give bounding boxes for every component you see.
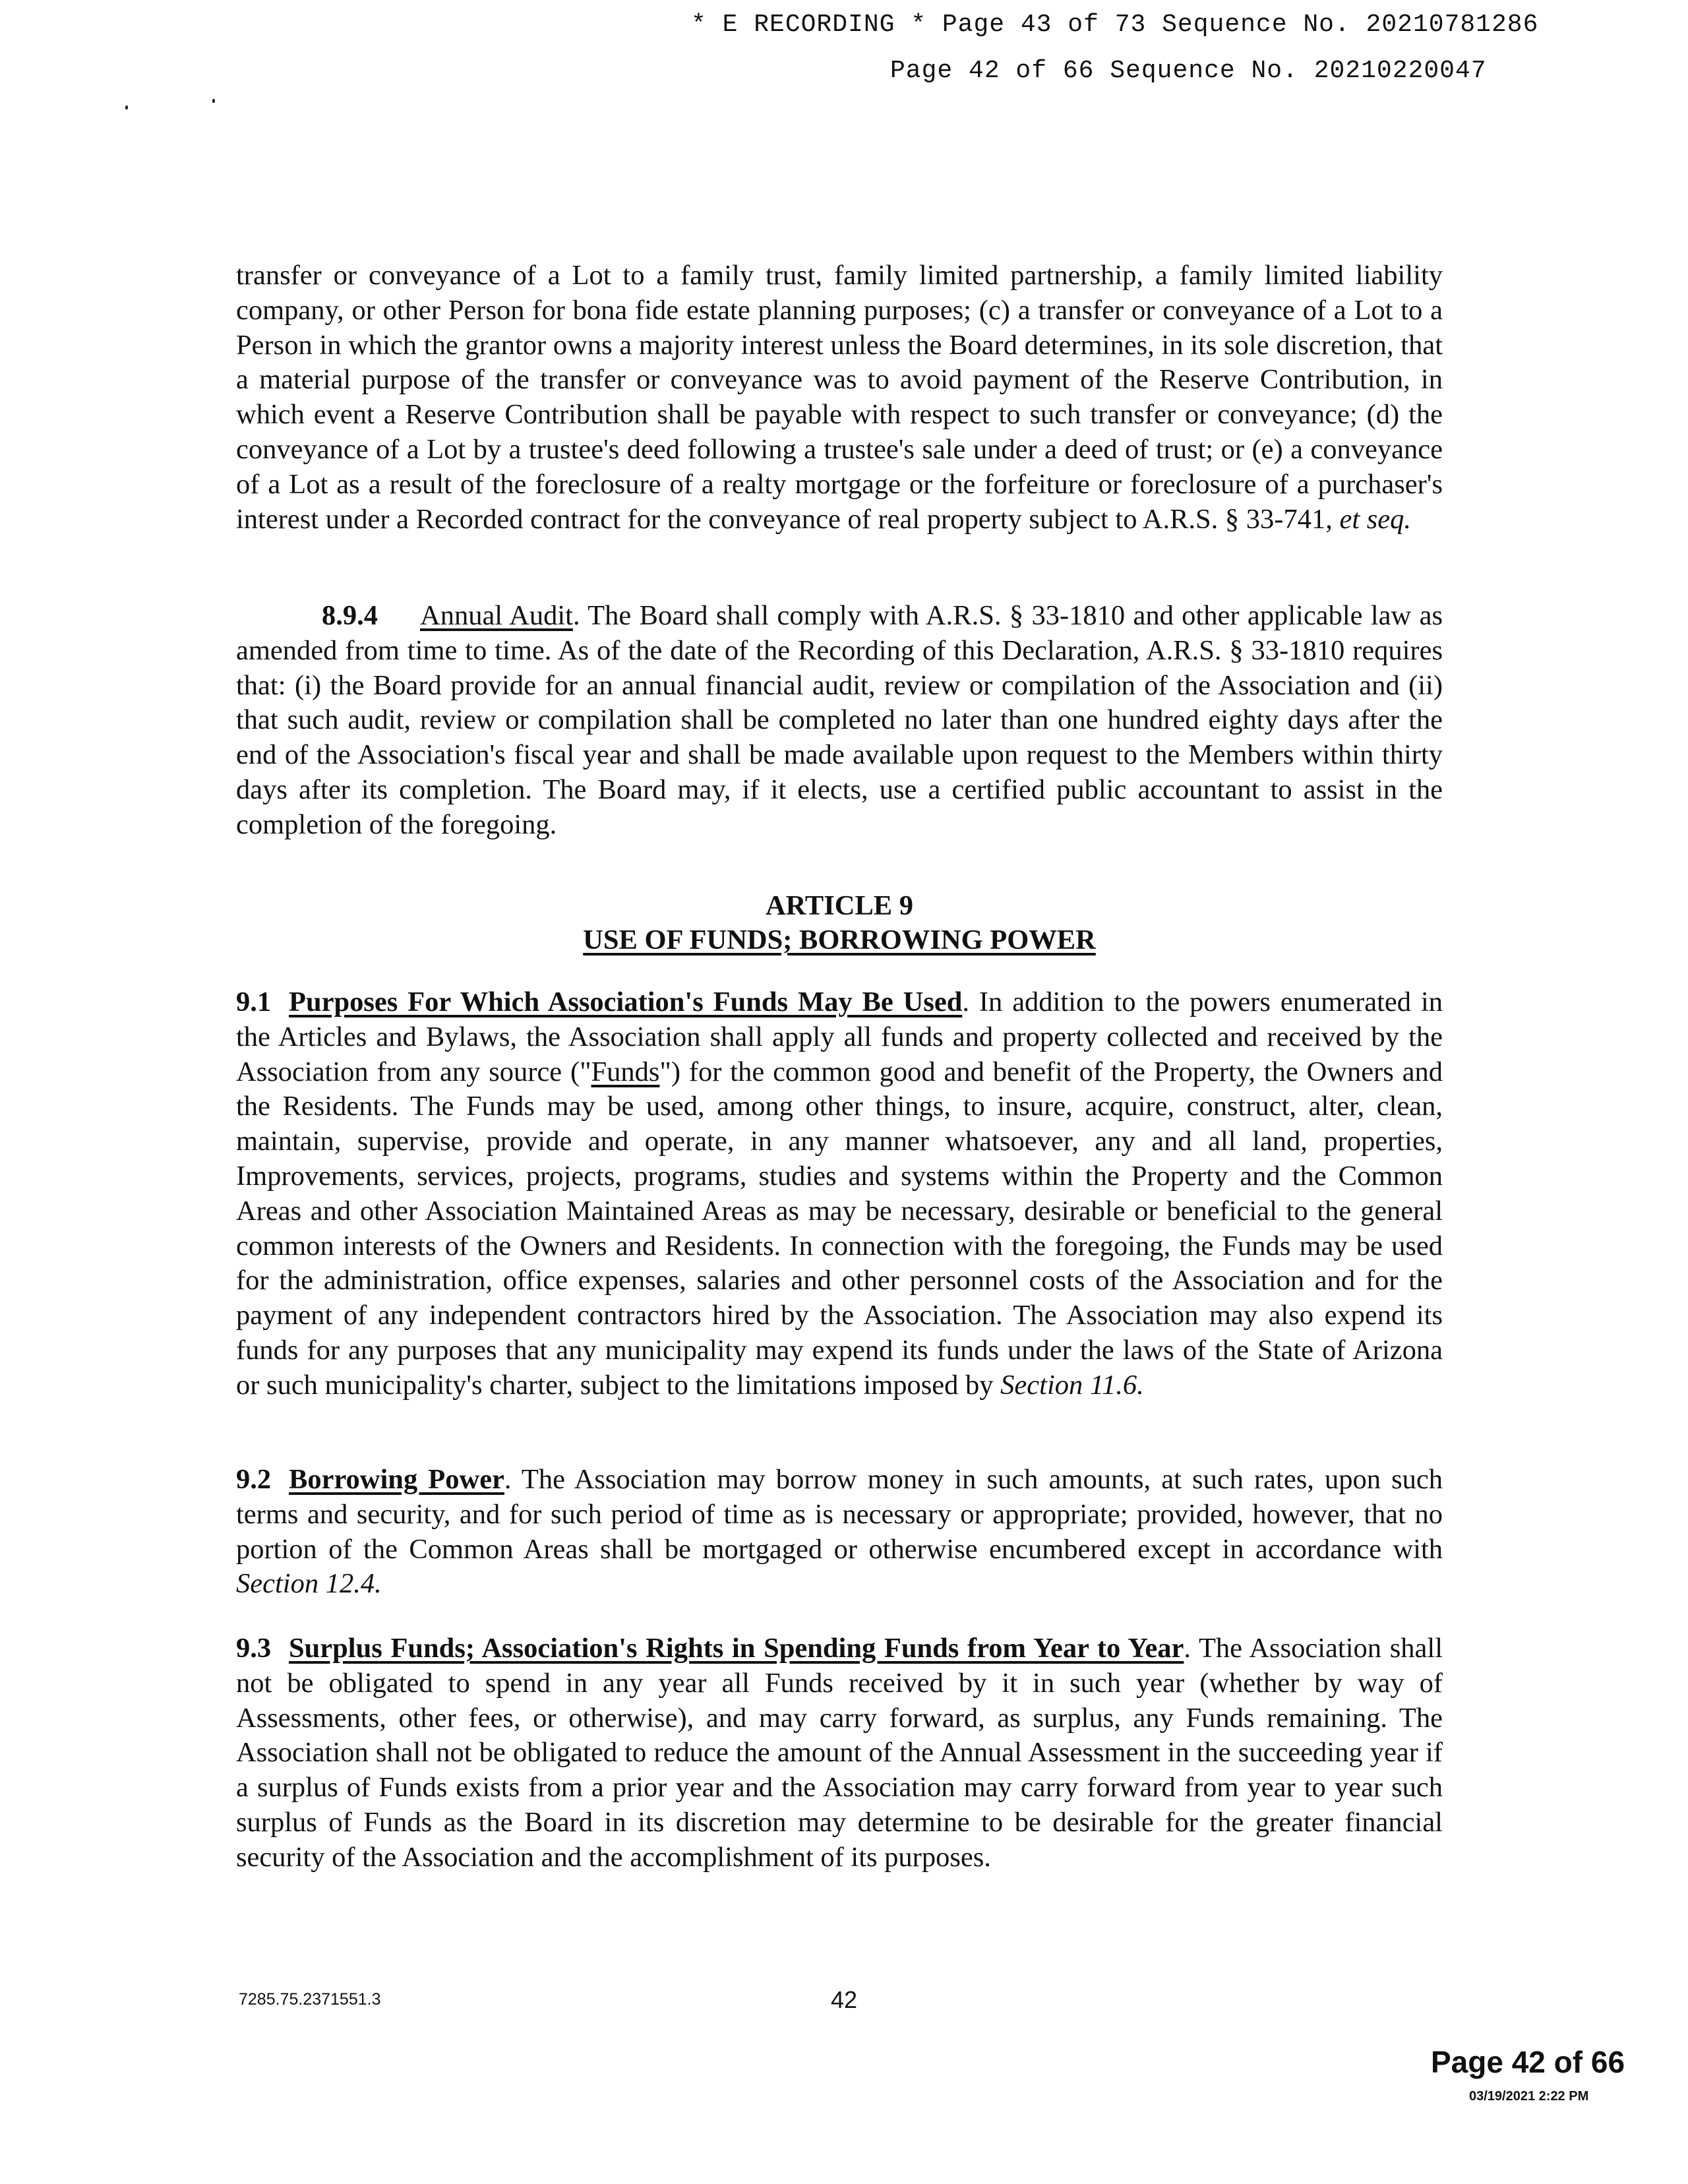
section-title: Borrowing Power — [289, 1464, 504, 1495]
recording-stamp-line-2: Page 42 of 66 Sequence No. 20210220047 — [890, 57, 1487, 85]
defined-term: Funds — [591, 1056, 660, 1087]
section-title: Annual Audit — [420, 600, 573, 631]
scan-speck — [212, 99, 215, 103]
section-number: 9.1 — [236, 986, 272, 1017]
scan-speck — [125, 106, 128, 109]
recorded-datetime: 03/19/2021 2:22 PM — [1469, 2089, 1589, 2104]
section-reference: Section 11.6 — [1000, 1369, 1137, 1401]
document-id: 7285.75.2371551.3 — [239, 1990, 381, 2009]
continuation-paragraph: transfer or conveyance of a Lot to a family trust, family limited partnership, a family limited liability company, or other Person for bona fide estate planning purposes; (c) a transfer or conveyance of a Lot to a Person in which the grantor owns a majority interest unless the Board determines, in its sole discretion, that a material purpose of the transfer or conveyance was to avoid payment of the Reserve Contribution, in which event a Reserve Contribution shall be payable with respect to such transfer or conveyance; (d) the conveyance of a Lot by a trustee's deed following a trustee's sale under a deed of trust; or (e) a conveyance of a Lot as a result of the foreclosure of a realty mortgage or the forfeiture or foreclosure of a purchaser's interest under a Recorded contract for the conveyance of real property subject to A.R.S. § 33-741, et seq. — [236, 260, 1443, 535]
section-9-1: 9.1 Purposes For Which Association's Funds May Be Used. In addition to the powers enumerated in the Articles and Bylaws, the Association shall apply all funds and property collected and received by the Association from any source ("Funds") for the common good and benefit of the Property, the Owners and the Residents. The Funds may be used, among other things, to insure, acquire, construct, alter, clean, maintain, supervise, provide and operate, in any manner whatsoever, any and all land, properties, Improvements, services, projects, programs, studies and systems within the Property and the Common Areas and other Association Maintained Areas as may be necessary, desirable or beneficial to the general common interests of the Owners and Residents. In connection with the foregoing, the Funds may be used for the administration, office expenses, salaries and other personnel costs of the Association and for the payment of any independent contractors hired by the Association. The Association may also expend its funds for any purposes that any municipality may expend its funds under the laws of the State of Arizona or such municipality's charter, subject to the limitations imposed by Section 11.6. — [236, 986, 1443, 1401]
section-number: 8.9.4 — [322, 600, 378, 631]
section-title: Purposes For Which Association's Funds May Be Used — [289, 986, 963, 1017]
page-number: 42 — [831, 1986, 858, 2013]
page-of-stamp: Page 42 of 66 — [1431, 2045, 1625, 2079]
recording-stamp-line-1: * E RECORDING * Page 43 of 73 Sequence No. 20210781286 — [691, 11, 1539, 39]
section-reference: Section 12.4 — [236, 1568, 375, 1600]
article-title: USE OF FUNDS; BORROWING POWER — [583, 925, 1096, 956]
section-9-3: 9.3 Surplus Funds; Association's Rights in Spending Funds from Year to Year. The Association shall not be obligated to spend in any year all Funds received by it in such year (whether by way of Assessments, other fees, or otherwise), and may carry forward, as surplus, any Funds remaining. The Association shall not be obligated to reduce the amount of the Annual Assessment in the succeeding year if a surplus of Funds exists from a prior year and the Association may carry forward from year to year such surplus of Funds as the Board in its discretion may determine to be desirable for the greater financial security of the Association and the accomplishment of its purposes. — [236, 1633, 1443, 1873]
section-number: 9.2 — [236, 1464, 272, 1495]
section-9-2: 9.2 Borrowing Power. The Association may borrow money in such amounts, at such rates, upon such terms and security, and for such period of time as is necessary or appropriate; provided, however, that no portion of the Common Areas shall be mortgaged or otherwise encumbered except in accordance with Section 12.4. — [236, 1464, 1443, 1600]
article-heading: ARTICLE 9 — [765, 890, 914, 921]
section-title: Surplus Funds; Association's Rights in Spending Funds from Year to Year — [289, 1633, 1184, 1664]
section-number: 9.3 — [236, 1633, 272, 1664]
section-8-9-4: 8.9.4 Annual Audit. The Board shall comply with A.R.S. § 33-1810 and other applicable law as amended from time to time. As of the date of the Recording of this Declaration, A.R.S. § 33-1810 requires that: (i) the Board provide for an annual financial audit, review or compilation of the Association and (ii) that such audit, review or compilation shall be completed no later than one hundred eighty days after the end of the Association's fiscal year and shall be made available upon request to the Members within thirty days after its completion. The Board may, if it elects, use a certified public accountant to assist in the completion of the foregoing. — [236, 600, 1443, 840]
